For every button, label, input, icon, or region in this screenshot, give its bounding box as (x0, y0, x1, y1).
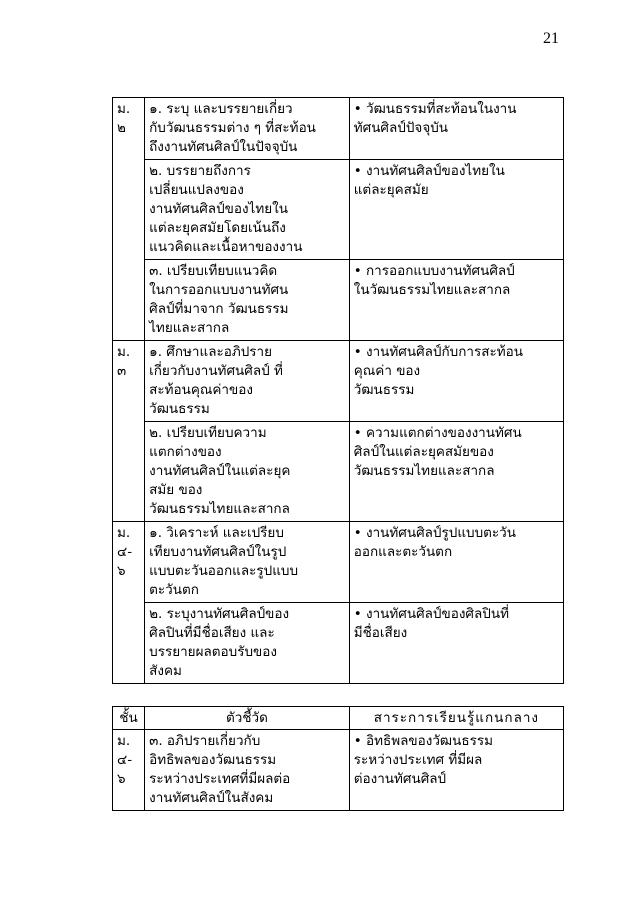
indicator-cell: ๓. เปรียบเทียบแนวคิด ในการออกแบบงานทัศน ศิลป์ที่มาจาก วัฒนธรรม ไทยและสากล (145, 260, 350, 341)
page-number: 21 (543, 30, 559, 47)
table-row (113, 603, 564, 684)
content-cell: • งานทัศนศิลป์ของศิลปินที่ มีชื่อเสียง (349, 603, 563, 684)
content-cell: • อิทธิพลของวัฒนธรรม ระหว่างประเทศ ที่มีผล ต่องานทัศนศิลป์ (349, 730, 563, 811)
content-cell: • งานทัศนศิลป์รูปแบบตะวัน ออกและตะวันตก (349, 522, 563, 603)
header-grade: ชั้น (113, 707, 145, 730)
table-row (113, 160, 564, 260)
content-cell: • งานทัศนศิลป์ของไทยใน แต่ละยุคสมัย (349, 160, 563, 260)
table-row (113, 522, 564, 603)
grade-cell: ม. ๔- ๖ (113, 522, 145, 684)
table-row (113, 422, 564, 522)
table-row (113, 341, 564, 422)
grade-cell: ม. ๓ (113, 341, 145, 522)
indicator-cell: ๑. ระบุ และบรรยายเกี่ยว กับวัฒนธรรมต่าง ๆ ที่สะท้อน ถึงงานทัศนศิลป์ในปัจจุบัน (145, 98, 350, 160)
grade-cell: ม. ๒ (113, 98, 145, 341)
header-indicator: ตัวชี้วัด (145, 707, 350, 730)
curriculum-table-continued (112, 706, 564, 811)
indicator-cell: ๒. เปรียบเทียบความ แตกต่างของ งานทัศนศิลป์ในแต่ละยุค สมัย ของ วัฒนธรรมไทยและสากล (145, 422, 350, 522)
content-cell: • การออกแบบงานทัศนศิลป์ ในวัฒนธรรมไทยและสากล (349, 260, 563, 341)
indicator-cell: ๑. ศึกษาและอภิปราย เกี่ยวกับงานทัศนศิลป์ ที่ สะท้อนคุณค่าของ วัฒนธรรม (145, 341, 350, 422)
grade-cell: ม. ๔- ๖ (113, 730, 145, 811)
table-row (113, 730, 564, 811)
content-cell: • ความแตกต่างของงานทัศน ศิลป์ในแต่ละยุคสมัยของ วัฒนธรรมไทยและสากล (349, 422, 563, 522)
table-header-row (113, 707, 564, 730)
table-row (113, 260, 564, 341)
indicator-cell: ๑. วิเคราะห์ และเปรียบ เทียบงานทัศนศิลป์ในรูป แบบตะวันออกและรูปแบบ ตะวันตก (145, 522, 350, 603)
content-cell: • วัฒนธรรมที่สะท้อนในงาน ทัศนศิลป์ปัจจุบัน (349, 98, 563, 160)
content-cell: • งานทัศนศิลป์กับการสะท้อน คุณค่า ของ วัฒนธรรม (349, 341, 563, 422)
header-core-content: สาระการเรียนรู้แกนกลาง (349, 707, 563, 730)
indicator-cell: ๒. ระบุงานทัศนศิลป์ของ ศิลปินที่มีชื่อเสียง และ บรรยายผลตอบรับของ สังคม (145, 603, 350, 684)
curriculum-table (112, 97, 564, 684)
indicator-cell: ๓. อภิปรายเกี่ยวกับ อิทธิพลของวัฒนธรรม ระหว่างประเทศที่มีผลต่อ งานทัศนศิลป์ในสังคม (145, 730, 350, 811)
table-row (113, 98, 564, 160)
indicator-cell: ๒. บรรยายถึงการ เปลี่ยนแปลงของ งานทัศนศิลป์ของไทยใน แต่ละยุคสมัยโดยเน้นถึง แนวคิดและเนื้อหาของงาน (145, 160, 350, 260)
